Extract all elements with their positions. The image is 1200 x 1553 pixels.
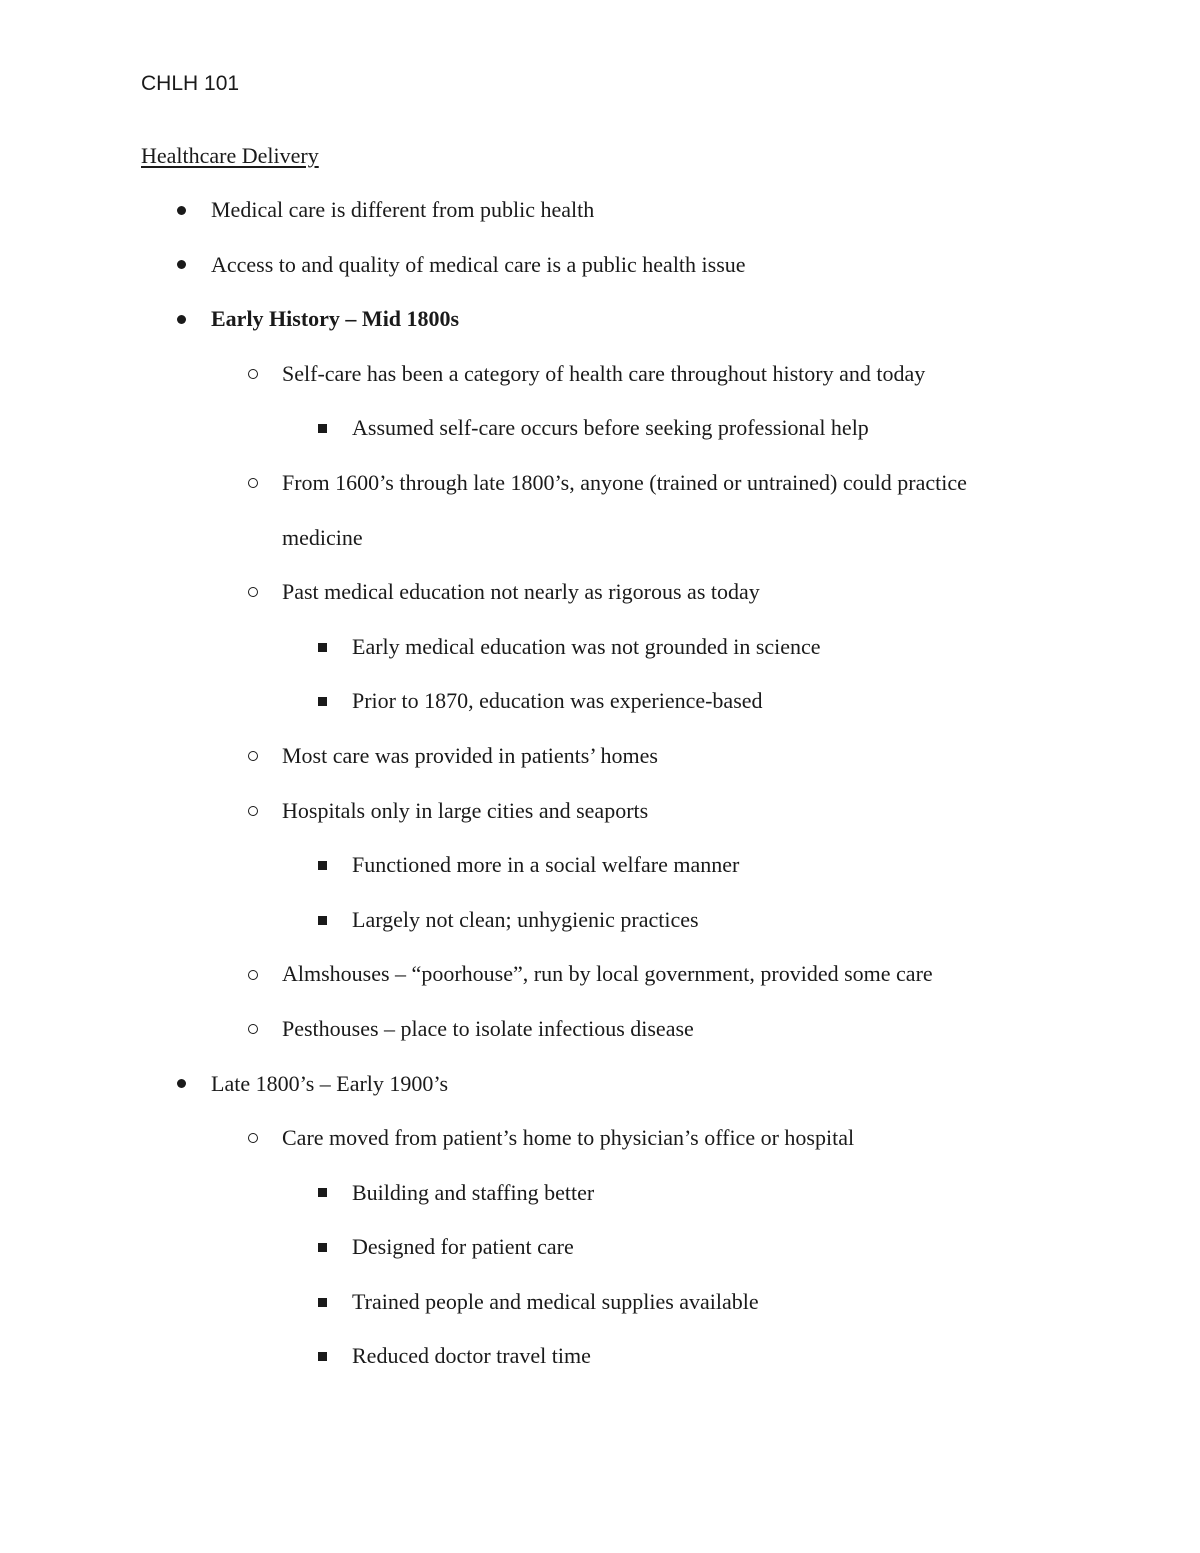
outline-item-level-1 [0,1057,1200,1112]
outline-item-text: Pesthouses – place to isolate infectious disease [282,1015,694,1041]
hollow-bullet-icon [248,587,258,597]
square-bullet-icon [318,916,327,925]
hollow-bullet-icon [248,1024,258,1034]
outline-item-text: Designed for patient care [352,1234,574,1260]
outline-item-level-2 [0,1111,1200,1166]
bullet-marker [248,1002,258,1057]
outline-item-text: From 1600’s through late 1800’s, anyone (trained or untrained) could practice medicine [282,469,967,550]
outline-item-level-2 [0,784,1200,839]
outline-item-level-2 [0,565,1200,620]
outline-item-text: Trained people and medical supplies available [352,1288,759,1314]
bullet-marker [318,1275,327,1330]
outline-item-text: Early medical education was not grounded in science [352,633,821,659]
filled-bullet-icon [177,315,186,324]
square-bullet-icon [318,697,327,706]
outline-item-level-3 [0,1275,1200,1330]
filled-bullet-icon [177,260,186,269]
bullet-marker [318,1329,327,1384]
outline-item-text: Functioned more in a social welfare manner [352,852,740,878]
hollow-bullet-icon [248,1133,258,1143]
bullet-marker [248,456,258,511]
outline-item-text: Hospitals only in large cities and seaports [282,797,649,823]
outline-item-level-3 [0,674,1200,729]
outline-item-level-3 [0,1329,1200,1384]
bullet-marker [248,1111,258,1166]
outline-item-level-1 [0,292,1200,347]
outline-item-text: Care moved from patient’s home to physician’s office or hospital [282,1125,855,1151]
outline-item-text: Reduced doctor travel time [352,1343,591,1369]
outline-item-text: Early History – Mid 1800s [211,306,460,332]
bullet-marker [318,401,327,456]
square-bullet-icon [318,1188,327,1197]
outline-item-level-2 [0,729,1200,784]
outline-item-text: Building and staffing better [352,1179,595,1205]
bullet-marker [248,729,258,784]
outline-item-text: Past medical education not nearly as rigorous as today [282,579,760,605]
square-bullet-icon [318,643,327,652]
outline-item-text: Access to and quality of medical care is a public health issue [211,251,746,277]
bullet-marker [177,183,186,238]
course-header: CHLH 101 [141,72,240,95]
outline-item-level-2 [0,947,1200,1002]
outline-item-level-3 [0,401,1200,456]
outline-item-text: Prior to 1870, education was experience-based [352,688,763,714]
outline-item-text: Most care was provided in patients’ homes [282,742,658,768]
bullet-marker [248,347,258,402]
outline-item-level-2 [0,347,1200,402]
outline-item-text: Self-care has been a category of health care throughout history and today [282,360,926,386]
outline-item-text: Largely not clean; unhygienic practices [352,906,699,932]
bullet-marker [248,784,258,839]
square-bullet-icon [318,1352,327,1361]
bullet-marker [318,838,327,893]
outline-item-text: Almshouses – “poorhouse”, run by local government, provided some care [282,961,933,987]
bullet-marker [248,565,258,620]
square-bullet-icon [318,424,327,433]
outline-item-level-3 [0,893,1200,948]
bullet-marker [318,674,327,729]
outline-item-level-2 [0,1002,1200,1057]
hollow-bullet-icon [248,806,258,816]
outline-item-level-3 [0,1166,1200,1221]
hollow-bullet-icon [248,478,258,488]
outline-list [0,183,1200,1384]
bullet-marker [177,238,186,293]
hollow-bullet-icon [248,369,258,379]
bullet-marker [177,292,186,347]
outline-item-text: Medical care is different from public health [211,197,595,222]
outline-item-level-2 [0,456,1022,565]
square-bullet-icon [318,861,327,870]
bullet-marker [318,1166,327,1221]
outline-item-level-3 [0,838,1200,893]
bullet-marker [318,620,327,675]
hollow-bullet-icon [248,970,258,980]
outline-item-text: Late 1800’s – Early 1900’s [211,1070,449,1096]
section-title: Healthcare Delivery [141,143,319,168]
outline-item-level-3 [0,620,1200,675]
outline-item-level-3 [0,1220,1200,1275]
bullet-marker [318,893,327,948]
bullet-marker [318,1220,327,1275]
outline-item-level-1 [0,238,1200,293]
square-bullet-icon [318,1243,327,1252]
outline-item-text: Assumed self-care occurs before seeking professional help [352,415,869,441]
hollow-bullet-icon [248,751,258,761]
outline-item-level-1 [0,183,1200,238]
filled-bullet-icon [177,1079,186,1088]
bullet-marker [177,1057,186,1112]
square-bullet-icon [318,1298,327,1307]
filled-bullet-icon [177,206,186,215]
bullet-marker [248,947,258,1002]
